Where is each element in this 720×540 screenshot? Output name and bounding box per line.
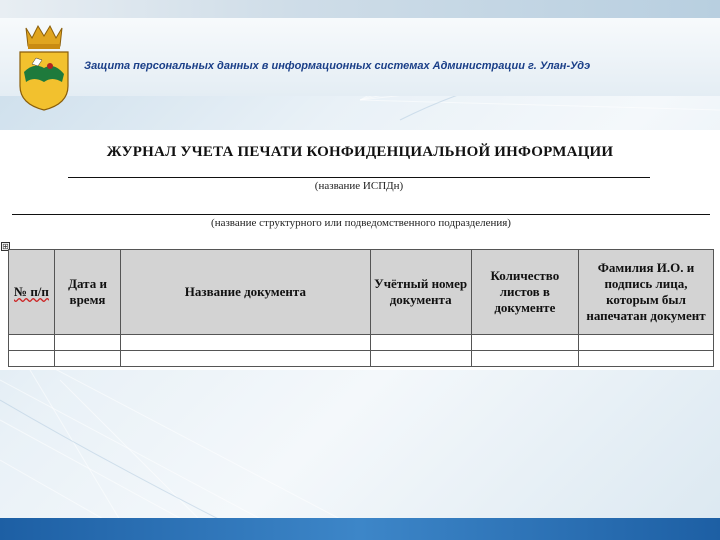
- table-cell[interactable]: [471, 351, 578, 367]
- journal-sheet: [0, 130, 720, 370]
- city-coat-of-arms-icon: [14, 22, 74, 114]
- department-caption: (название структурного или подведомственного подразделения): [211, 217, 511, 229]
- print-journal-table: [8, 249, 714, 367]
- table-cell[interactable]: [54, 335, 120, 351]
- header-title: Защита персональных данных в информационных системах Администрации г. Улан-Удэ: [84, 60, 591, 72]
- table-cell[interactable]: [370, 351, 471, 367]
- table-cell[interactable]: [370, 335, 471, 351]
- table-cell[interactable]: [9, 351, 55, 367]
- column-header-number: № п/п: [9, 250, 55, 335]
- ispd-caption: (название ИСПДн): [314, 180, 404, 192]
- column-header-document-name: Название документа: [121, 250, 370, 335]
- column-header-accounting-number: Учётный номер документа: [370, 250, 471, 335]
- table-cell[interactable]: [9, 335, 55, 351]
- table-cell[interactable]: [578, 351, 713, 367]
- ispd-name-line: [68, 177, 650, 178]
- table-cell[interactable]: [121, 351, 370, 367]
- table-cell[interactable]: [54, 351, 120, 367]
- table-row: [9, 335, 714, 351]
- header-bar: [0, 18, 720, 96]
- column-header-signature: Фамилия И.О. и подпись лица, которым был напечатан документ: [578, 250, 713, 335]
- table-cell[interactable]: [121, 335, 370, 351]
- top-strip: [0, 0, 720, 18]
- table-header-row: [9, 250, 714, 335]
- table-cell[interactable]: [578, 335, 713, 351]
- table-cell[interactable]: [471, 335, 578, 351]
- column-header-sheet-count: Количество листов в документе: [471, 250, 578, 335]
- table-move-handle-icon[interactable]: ⊞: [2, 242, 9, 251]
- bottom-bar: [0, 518, 720, 540]
- table-row: [9, 351, 714, 367]
- document-title: ЖУРНАЛ УЧЕТА ПЕЧАТИ КОНФИДЕНЦИАЛЬНОЙ ИНФОРМАЦИИ: [106, 144, 614, 160]
- column-header-date: Дата и время: [54, 250, 120, 335]
- department-name-line: [12, 214, 710, 215]
